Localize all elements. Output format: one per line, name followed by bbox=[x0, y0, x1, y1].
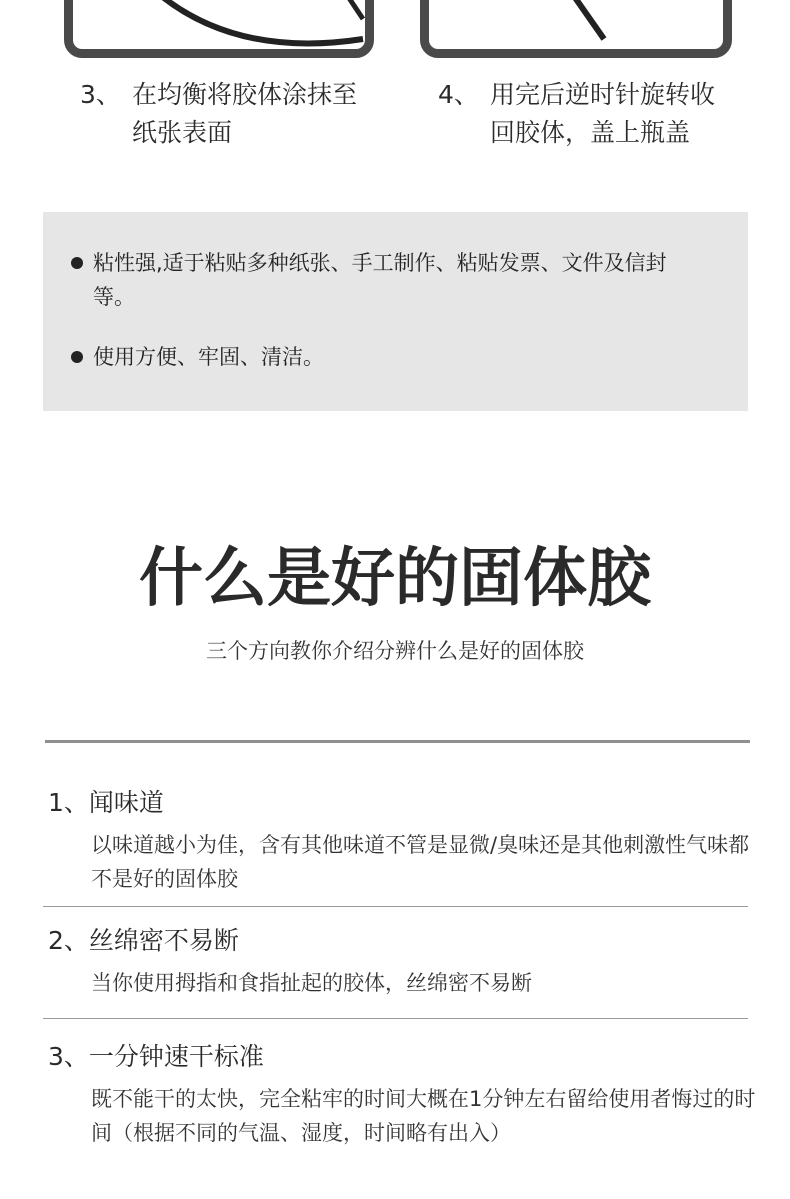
criterion-title: 2、丝绵密不易断 bbox=[48, 926, 239, 955]
divider bbox=[43, 1018, 748, 1019]
bullet-icon bbox=[71, 257, 83, 269]
section-divider bbox=[45, 740, 750, 743]
step-4-illustration bbox=[420, 0, 732, 58]
criterion-title: 3、一分钟速干标准 bbox=[48, 1042, 264, 1071]
section-title: 什么是好的固体胶 bbox=[139, 542, 651, 616]
criterion-title: 1、闻味道 bbox=[48, 788, 164, 817]
step-number: 4、 bbox=[438, 80, 479, 109]
criterion-body: 既不能干的太快，完全粘牢的时间大概在1分钟左右留给使用者悔过的时间（根据不同的气温、湿度，时间略有出入） bbox=[91, 1087, 756, 1145]
criterion-body: 当你使用拇指和食指扯起的胶体，丝绵密不易断 bbox=[91, 971, 532, 995]
divider bbox=[43, 906, 748, 907]
feature-text: 使用方便、牢固、清洁。 bbox=[93, 345, 324, 369]
step-3-illustration bbox=[64, 0, 374, 58]
step-number: 3、 bbox=[80, 80, 121, 109]
glue-stick-illustration bbox=[429, 0, 723, 49]
section-subtitle: 三个方向教你介绍分辨什么是好的固体胶 bbox=[206, 639, 584, 663]
criterion-body: 以味道越小为佳，含有其他味道不管是显微/臭味还是其他刺激性气味都不是好的固体胶 bbox=[91, 833, 750, 891]
glue-stroke-illustration bbox=[73, 0, 365, 49]
feature-text: 粘性强,适于粘贴多种纸张、手工制作、粘贴发票、文件及信封等。 bbox=[93, 251, 667, 309]
bullet-icon bbox=[71, 351, 83, 363]
feature-box bbox=[43, 212, 748, 411]
step-text: 在均衡将胶体涂抹至纸张表面 bbox=[132, 80, 358, 147]
step-text: 用完后逆时针旋转收回胶体，盖上瓶盖 bbox=[490, 80, 716, 147]
